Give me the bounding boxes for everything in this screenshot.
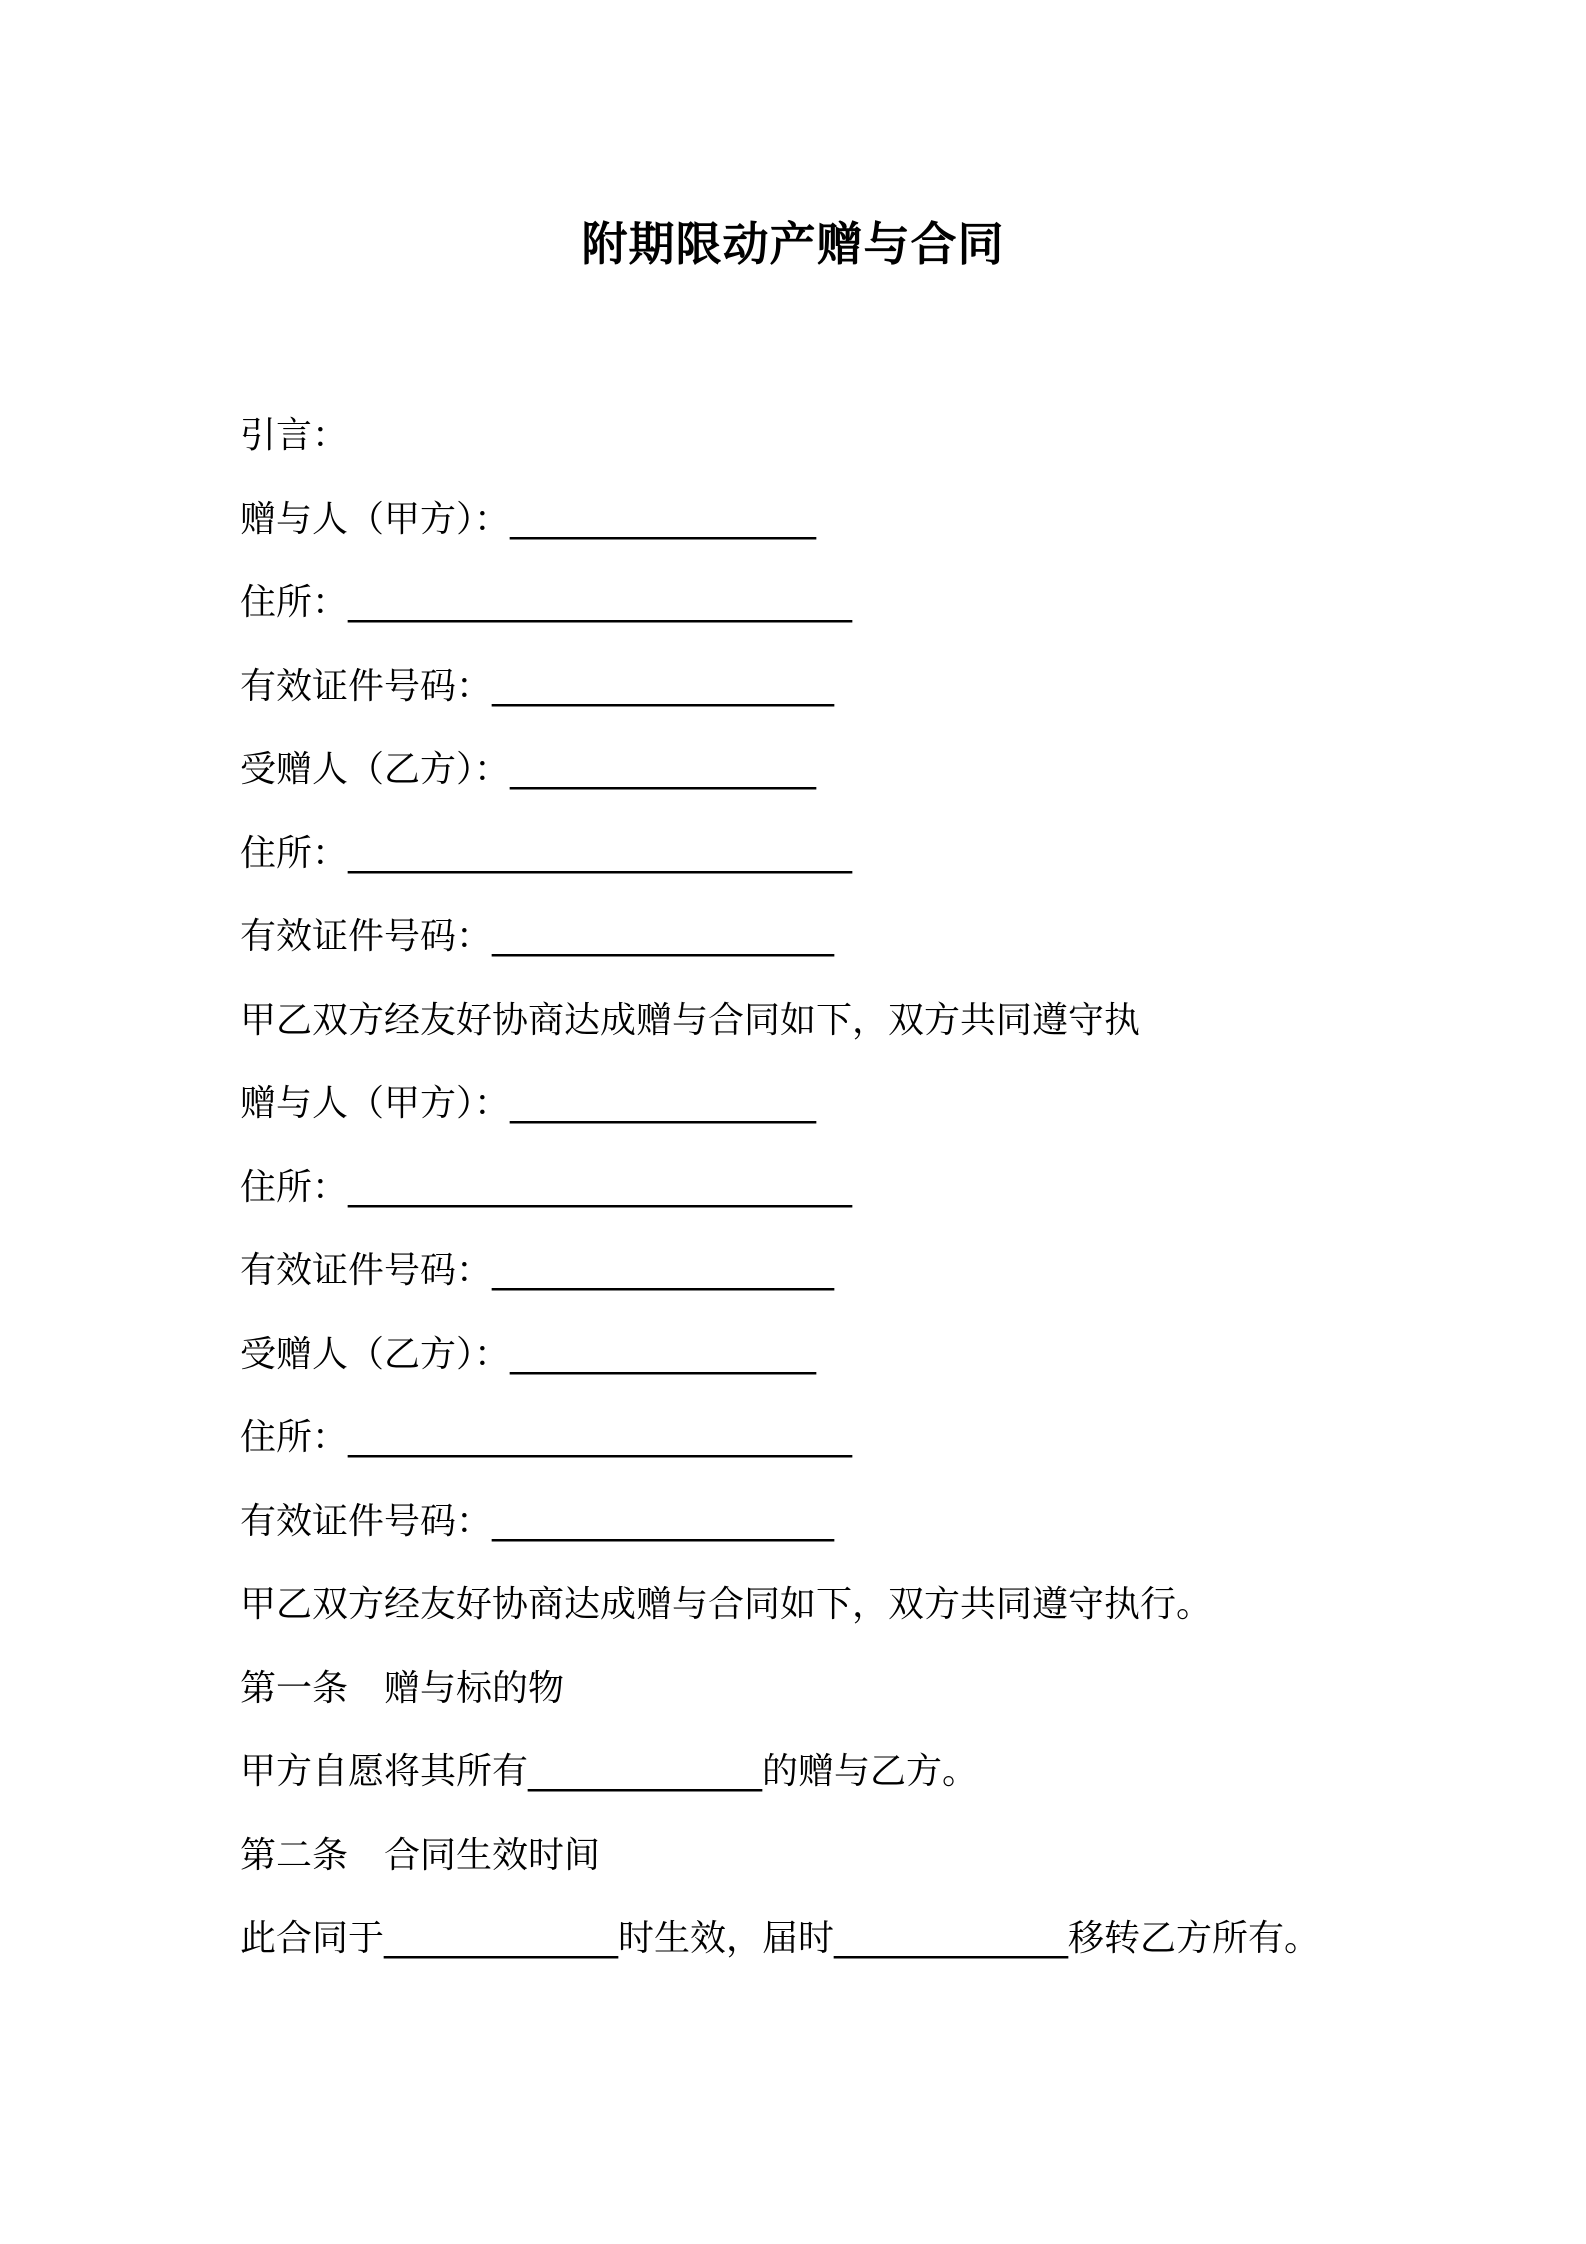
line-text: 有效证件号码：___________________ [240,916,835,957]
article-2-text [240,1909,1420,1993]
line-text: 受赠人（乙方）：_________________ [240,1333,817,1375]
document-body [240,406,1420,1993]
donor-address-field [240,573,1420,657]
line-text: 甲乙双方经友好协商达成赠与合同如下，双方共同遵守执行。 [240,1584,1213,1625]
line-text: 有效证件号码：___________________ [240,1250,835,1291]
line-text: 受赠人（乙方）：_________________ [240,749,817,790]
donee-address-field [240,824,1420,908]
donor-id-field-repeat [240,1241,1420,1325]
donee-id-field-repeat [240,1492,1420,1576]
intro-heading [240,406,1420,490]
donee-field [240,740,1420,824]
line-text: 第一条 赠与标的物 [240,1667,565,1709]
line-text: 住所：____________________________ [240,1166,853,1208]
donee-address-field-repeat [240,1408,1420,1492]
article-1-heading [240,1659,1420,1743]
line-text: 住所：____________________________ [240,582,853,623]
line-text: 甲乙双方经友好协商达成赠与合同如下，双方共同遵守执 [240,999,1141,1041]
line-text: 赠与人（甲方）：_________________ [240,1083,817,1124]
document-title: 附期限动产赠与合同 [581,217,1005,271]
donor-field-repeat [240,1074,1420,1158]
line-text: 住所：____________________________ [240,1417,853,1458]
line-text: 有效证件号码：___________________ [240,665,835,707]
line-text: 住所：____________________________ [240,832,853,874]
article-2-heading [240,1826,1420,1910]
donor-id-field [240,657,1420,741]
donor-field [240,490,1420,574]
donee-field-repeat [240,1325,1420,1409]
donor-address-field-repeat [240,1158,1420,1242]
donee-id-field [240,907,1420,991]
line-text: 有效证件号码：___________________ [240,1500,835,1542]
line-text: 引言： [240,415,349,456]
line-text: 赠与人（甲方）：_________________ [240,498,817,540]
agreement-statement-partial [240,991,1420,1075]
line-text: 第二条 合同生效时间 [240,1834,601,1876]
article-1-text [240,1742,1420,1826]
line-text: 此合同于_____________时生效，届时_____________移转乙方所有。 [240,1918,1321,1959]
line-text: 甲方自愿将其所有_____________的赠与乙方。 [240,1751,979,1792]
agreement-statement [240,1575,1420,1659]
